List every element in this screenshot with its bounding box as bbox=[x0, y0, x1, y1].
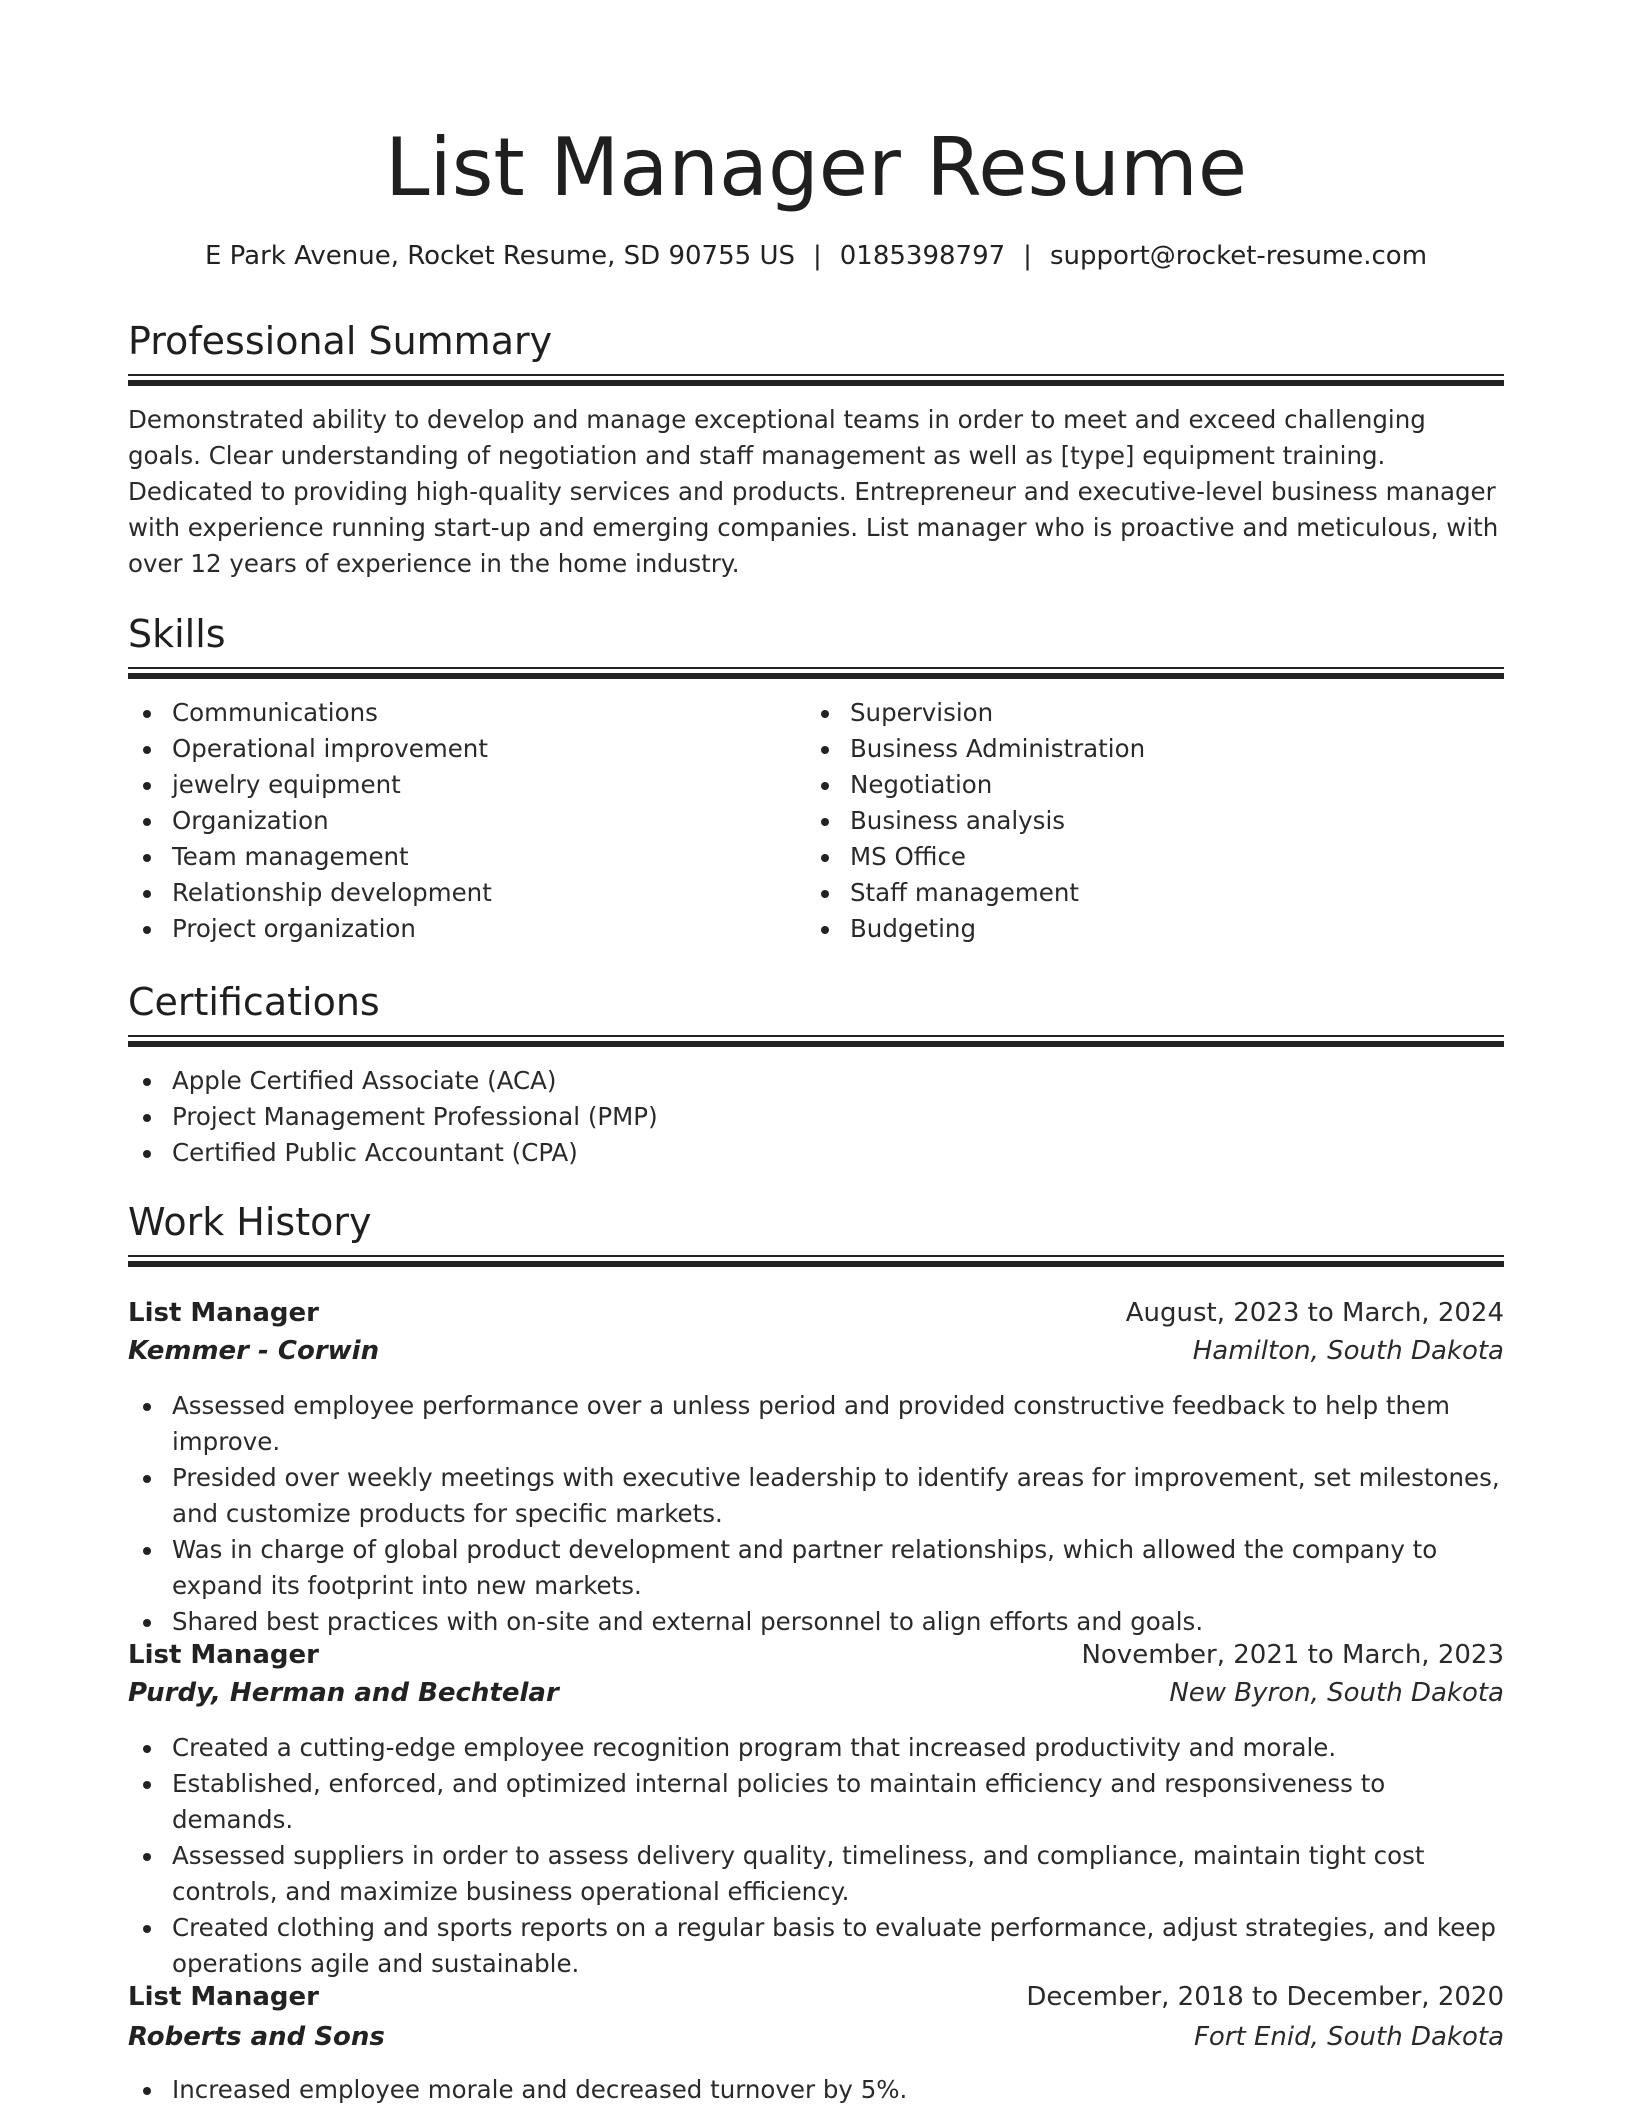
list-item: Created a cutting-edge employee recognition program that increased productivity and morale. bbox=[172, 1730, 1504, 1766]
list-item: Project Management Professional (PMP) bbox=[172, 1099, 1504, 1135]
job-bullets bbox=[128, 2072, 1504, 2108]
section-divider bbox=[128, 374, 1504, 387]
list-item: Negotiation bbox=[850, 767, 1500, 803]
list-item: Relationship development bbox=[172, 875, 802, 911]
list-item: Supervision bbox=[850, 695, 1500, 731]
job-title: List Manager bbox=[128, 1298, 319, 1328]
job-location: Hamilton, South Dakota bbox=[1192, 1336, 1504, 1366]
list-item: Team management bbox=[172, 839, 802, 875]
resume-title: List Manager Resume bbox=[384, 121, 1248, 214]
list-item: Presided over weekly meetings with executive leadership to identify areas for improvement, set milestones, and customize products for specific markets. bbox=[172, 1460, 1504, 1532]
list-item: Created clothing and sports reports on a regular basis to evaluate performance, adjust strategies, and keep operations agile and sustainable. bbox=[172, 1910, 1504, 1982]
certifications-list bbox=[128, 1063, 1504, 1171]
section-heading-skills: Skills bbox=[128, 612, 226, 656]
contact-email: support@rocket-resume.com bbox=[1049, 241, 1428, 271]
list-item: Organization bbox=[172, 803, 802, 839]
job-bullets bbox=[128, 1388, 1504, 1640]
contact-phone: 0185398797 bbox=[839, 241, 1006, 271]
list-item: Business analysis bbox=[850, 803, 1500, 839]
job-title: List Manager bbox=[128, 1982, 319, 2012]
job-dates: December, 2018 to December, 2020 bbox=[1026, 1982, 1504, 2012]
list-item: Certified Public Accountant (CPA) bbox=[172, 1135, 1504, 1171]
section-heading-summary: Professional Summary bbox=[128, 319, 553, 363]
job-dates: November, 2021 to March, 2023 bbox=[1081, 1640, 1504, 1670]
list-item: MS Office bbox=[850, 839, 1500, 875]
list-item: Communications bbox=[172, 695, 802, 731]
job-header bbox=[128, 1978, 1504, 2016]
job-title: List Manager bbox=[128, 1640, 319, 1670]
contact-separator: | bbox=[1023, 241, 1032, 271]
list-item: Apple Certified Associate (ACA) bbox=[172, 1063, 1504, 1099]
job-subheader bbox=[128, 1332, 1504, 1370]
contact-address: E Park Avenue, Rocket Resume, SD 90755 US bbox=[204, 241, 795, 271]
section-heading-work-history: Work History bbox=[128, 1200, 372, 1244]
job-company: Roberts and Sons bbox=[128, 2022, 385, 2052]
contact-line bbox=[128, 238, 1504, 274]
list-item: Assessed suppliers in order to assess delivery quality, timeliness, and compliance, maintain tight cost controls, and maximize business operational efficiency. bbox=[172, 1838, 1504, 1910]
job-location: New Byron, South Dakota bbox=[1169, 1678, 1504, 1708]
skills-list-left bbox=[128, 695, 802, 947]
section-divider bbox=[128, 1255, 1504, 1268]
job-subheader bbox=[128, 1674, 1504, 1712]
list-item: Budgeting bbox=[850, 911, 1500, 947]
job-bullets bbox=[128, 1730, 1504, 1982]
section-heading-certifications: Certifications bbox=[128, 980, 380, 1024]
contact-separator: | bbox=[812, 241, 822, 271]
list-item: Project organization bbox=[172, 911, 802, 947]
job-header bbox=[128, 1636, 1504, 1674]
job-dates: August, 2023 to March, 2024 bbox=[1125, 1298, 1504, 1328]
summary-text: Demonstrated ability to develop and manage exceptional teams in order to meet and exceed challenging goals. Clear understanding of negotiation and staff management as well as [type] equipment training. Dedicated to providing high-quality services and products. Entrepreneur and executive-level business manager with experience running start-up and emerging companies. List manager who is proactive and meticulous, with over 12 years of experience in the home industry. bbox=[128, 405, 1499, 578]
list-item: Business Administration bbox=[850, 731, 1500, 767]
list-item: Was in charge of global product development and partner relationships, which allowed the company to expand its footprint into new markets. bbox=[172, 1532, 1504, 1604]
list-item: Assessed employee performance over a unless period and provided constructive feedback to help them improve. bbox=[172, 1388, 1504, 1460]
job-header bbox=[128, 1294, 1504, 1332]
job-location: Fort Enid, South Dakota bbox=[1193, 2022, 1504, 2052]
list-item: jewelry equipment bbox=[172, 767, 802, 803]
job-subheader bbox=[128, 2018, 1504, 2056]
skills-list-right bbox=[806, 695, 1500, 947]
list-item: Shared best practices with on-site and external personnel to align efforts and goals. bbox=[172, 1604, 1504, 1640]
list-item: Operational improvement bbox=[172, 731, 802, 767]
list-item: Increased employee morale and decreased turnover by 5%. bbox=[172, 2072, 1504, 2108]
list-item: Established, enforced, and optimized internal policies to maintain efficiency and responsiveness to demands. bbox=[172, 1766, 1504, 1838]
list-item: Staff management bbox=[850, 875, 1500, 911]
job-company: Purdy, Herman and Bechtelar bbox=[128, 1678, 559, 1708]
section-divider bbox=[128, 667, 1504, 680]
job-company: Kemmer - Corwin bbox=[128, 1336, 380, 1366]
section-divider bbox=[128, 1035, 1504, 1048]
